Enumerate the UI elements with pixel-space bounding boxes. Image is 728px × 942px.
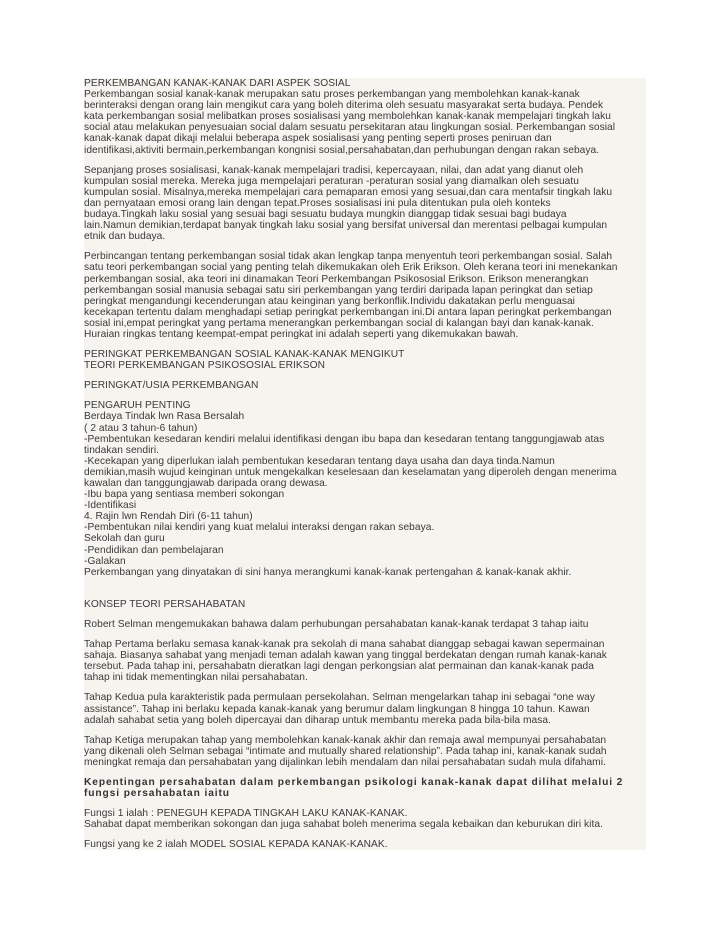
text-line: perkembangan sosial, aka teori ini dinamakan Teori Perkembangan Psikososial Erikson. Erikson menerangkan xyxy=(84,273,589,285)
text-line: kata perkembangan sosial melibatkan proses sosialisasi yang membolehkan kanak-kanak mempelajari tingkah laku xyxy=(84,111,611,123)
paragraph-gap xyxy=(84,630,646,639)
text-line: satu teori perkembangan social yang penting telah dikemukakan oleh Erik Erikson. Oleh kerana teori ini menekankan xyxy=(84,262,618,274)
text-line: PENGARUH PENTING xyxy=(84,400,191,412)
paragraph-gap xyxy=(84,726,646,735)
text-line: Tahap Ketiga merupakan tahap yang membolehkan kanak-kanak akhir dan remaja awal mempunyai persahabatan xyxy=(84,734,607,746)
spacer xyxy=(84,587,646,599)
paragraph-gap xyxy=(84,768,646,777)
text-line: PERKEMBANGAN KANAK-KANAK DARI ASPEK SOSIAL xyxy=(84,78,351,89)
paragraph-gap xyxy=(84,830,646,839)
paragraph-gap xyxy=(84,340,646,349)
text-line: sahaja. Biasanya sahabat yang menjadi teman adalah kawan yang tinggal berdekatan dengan rumah kanak-kanak xyxy=(84,650,607,662)
text-line: etnik dan budaya. xyxy=(84,231,166,243)
text-line: tindakan sendiri. xyxy=(84,444,160,456)
paragraph xyxy=(84,599,646,610)
text-line: Perbincangan tentang perkembangan sosial tidak akan lengkap tanpa menyentuh teori perkembangan sosial. Salah xyxy=(84,251,613,263)
text-line: dan pernyataan emosi orang lain dengan tepat.Proses sosialisasi ini pula ditentukan pula oleh konteks xyxy=(84,197,551,209)
text-line: -Ibu bapa yang sentiasa memberi sokongan xyxy=(84,489,285,501)
paragraph-gap xyxy=(84,683,646,692)
paragraph xyxy=(84,619,646,630)
text-line: Kepentingan persahabatan dalam perkembangan psikologi kanak-kanak dapat dilihat melalui 2 xyxy=(84,776,624,788)
paragraph xyxy=(84,692,646,725)
text-line: Sepanjang proses sosialisasi, kanak-kanak mempelajari tradisi, kepercayaan, nilai, dan adat yang dianut oleh xyxy=(84,164,584,176)
text-line: kawalan dan tanggungjawab daripada orang dewasa. xyxy=(84,478,328,489)
paragraph xyxy=(84,349,646,371)
text-line: assistance”. Tahap ini berlaku kepada kanak-kanak yang berumur dalam lingkungan 8 hingga 10 tahun. Kawan xyxy=(84,703,590,715)
text-line: peringkat mengandungi kecenderungan atau keinginan yang berkonflik.Individu dakatakan perlu menguasai xyxy=(84,295,575,307)
text-line: tersebut. Pada tahap ini, persahabatn dieratkan lagi dengan perkongsian alat permainan dan kanak-kanak pada xyxy=(84,661,594,673)
paragraph xyxy=(84,78,646,156)
paragraph-gap xyxy=(84,156,646,165)
text-line: meningkat remaja dan persahabatan yang dijalinkan lebih mendalam dan nilai persahabatan sudah mula difahami. xyxy=(84,756,606,768)
text-line: kumpulan sosial mereka. Mereka juga mempelajari peraturan -peraturan sosial yang diamalkan oleh sesuatu xyxy=(84,175,579,187)
text-line: Perkembangan yang dinyatakan di sini hanya merangkumi kanak-kanak pertengahan & kanak-kanak akhir. xyxy=(84,566,572,578)
bold-paragraph xyxy=(84,777,646,799)
paragraph-gap xyxy=(84,799,646,808)
text-line: kumpulan sosial. Misalnya,mereka mempelajari cara pemaparan emosi yang sesuai,dan cara mentafsir tingkah laku xyxy=(84,186,613,198)
text-line: -Galakan xyxy=(84,555,126,567)
text-line: Perkembangan sosial kanak-kanak merupakan satu proses perkembangan yang membolehkan kanak-kanak xyxy=(84,89,580,101)
paragraph xyxy=(84,639,646,683)
text-line: berinteraksi dengan orang lain mengikut cara yang boleh diterima oleh sesuatu masyarakat serta budaya. Pendek xyxy=(84,100,604,112)
text-line: Tahap Kedua pula karakteristik pada permulaan persekolahan. Selman mengelarkan tahap ini sebagai “one way xyxy=(84,692,595,704)
text-line: adalah sahabat setia yang boleh dipercayai dan diharap untuk membantu mereka pada bila-bila masa. xyxy=(84,714,551,726)
text-line: demikian,masih wujud keinginan untuk mengekalkan keselesaan dan keselamatan yang diperoleh dengan menerima xyxy=(84,466,617,478)
paragraph xyxy=(84,380,646,391)
text-line: Fungsi yang ke 2 ialah MODEL SOSIAL KEPADA KANAK-KANAK. xyxy=(84,839,388,851)
text-line: ( 2 atau 3 tahun-6 tahun) xyxy=(84,422,198,434)
text-line: lain.Namun demikian,terdapat banyak tingkah laku sosial yang bersifat universal dan merentasi pelbagai kumpulan xyxy=(84,220,608,232)
text-line: Huraian ringkas tentang keempat-empat peringkat ini adalah seperti yang dikemukakan bawah. xyxy=(84,328,519,340)
text-line: Robert Selman mengemukakan bahawa dalam perhubungan persahabatan kanak-kanak terdapat 3 tahap iaitu xyxy=(84,618,589,630)
paragraph-gap xyxy=(84,242,646,251)
paragraph xyxy=(84,839,646,850)
text-line: Sahabat dapat memberikan sokongan dan juga sahabat boleh menerima segala kebaikan dan keburukan diri kita. xyxy=(84,819,603,831)
text-line: PERINGKAT/USIA PERKEMBANGAN xyxy=(84,380,259,392)
paragraph xyxy=(84,808,646,830)
text-line: Tahap Pertama berlaku semasa kanak-kanak pra sekolah di mana sahabat dianggap sebagai kawan sepermainan xyxy=(84,639,605,651)
text-line: budaya.Tingkah laku sosial yang sesuai bagi sesuatu budaya mungkin dianggap tidak sesuai bagi budaya xyxy=(84,209,567,221)
paragraph-gap xyxy=(84,578,646,587)
text-line: -Pembentukan nilai kendiri yang kuat melalui interaksi dengan rakan sebaya. xyxy=(84,522,435,534)
text-line: yang dikenali oleh Selman sebagai “intimate and mutually shared relationship”. Pada tahap ini, kanak-kanak sudah xyxy=(84,745,607,757)
text-line: 4. Rajin lwn Rendah Diri (6-11 tahun) xyxy=(84,511,253,523)
text-line: KONSEP TEORI PERSAHABATAN xyxy=(84,598,246,610)
text-line: Berdaya Tindak lwn Rasa Bersalah xyxy=(84,411,245,423)
text-line: kecekapan tertentu dalam menghadapi setiap peringkat perkembangan ini.Di antara lapan peringkat perkembangan xyxy=(84,306,612,318)
text-line: social atau melakukan penyesuaian social dalam sesuatu persekitaran atau lingkungan sosial. Perkembangan sosial xyxy=(84,122,616,134)
text-line: sosial ini,empat peringkat yang pertama menerangkan perkembangan social di kalangan bayi dan kanak-kanak. xyxy=(84,317,594,329)
text-line: identifikasi,aktiviti bermain,perkembangan kongnisi sosial,persahabatan,dan perhubungan dengan rakan sebaya. xyxy=(84,144,600,156)
text-line: -Pendidikan dan pembelajaran xyxy=(84,544,224,556)
paragraph-gap xyxy=(84,391,646,400)
text-line: -Pembentukan kesedaran kendiri melalui identifikasi dengan ibu bapa dan kesedaran tentang tanggungjawab atas xyxy=(84,433,605,445)
text-line: -Kecekapan yang diperlukan ialah pembentukan kesedaran tentang daya usaha dan daya tinda.Namun xyxy=(84,455,555,467)
text-line: fungsi persahabatan iaitu xyxy=(84,788,230,800)
text-line: tahap ini tidak mementingkan nilai persahabatan. xyxy=(84,672,308,684)
paragraph xyxy=(84,165,646,243)
paragraph xyxy=(84,400,646,578)
text-line: TEORI PERKEMBANGAN PSIKOSOSIAL ERIKSON xyxy=(84,360,325,372)
paragraph xyxy=(84,251,646,340)
text-line: -Identifikasi xyxy=(84,500,137,512)
text-line: PERINGKAT PERKEMBANGAN SOSIAL KANAK-KANAK MENGIKUT xyxy=(84,349,405,361)
paragraph-gap xyxy=(84,610,646,619)
text-line: perkembangan sosial manusia sebagai satu siri perkembangan yang terdiri daripada lapan peringkat dan setiap xyxy=(84,284,593,296)
paragraph-gap xyxy=(84,371,646,380)
text-line: kanak-kanak dapat dikaji melalui beberapa aspek sosialisasi yang penting seperti proses peniruan dan xyxy=(84,133,552,145)
paragraph xyxy=(84,735,646,768)
text-line: Fungsi 1 ialah : PENEGUH KEPADA TINGKAH LAKU KANAK-KANAK. xyxy=(84,808,408,820)
document-body xyxy=(84,78,646,850)
text-line: Sekolah dan guru xyxy=(84,533,165,545)
